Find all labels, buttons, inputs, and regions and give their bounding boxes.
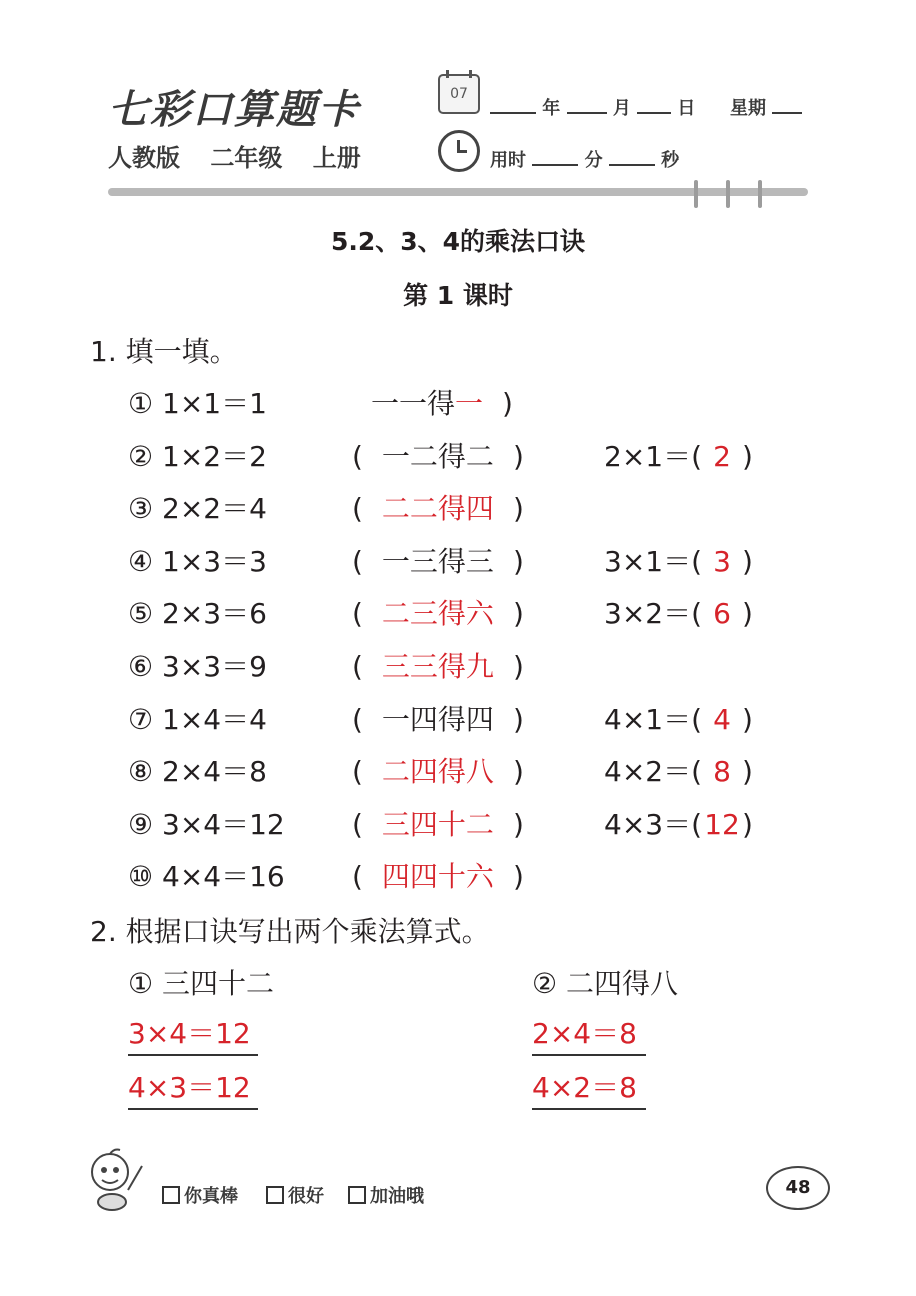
phrase-text <box>363 750 513 790</box>
month-label: 月 <box>612 98 631 119</box>
checkbox[interactable] <box>162 1186 180 1204</box>
question-2-title: 2. 根据口诀写出两个乘法算式。 <box>90 915 490 948</box>
row-equation: ⑥ 3×3＝9 <box>128 650 267 683</box>
commuted-equation-text: 4×3＝( <box>604 807 703 841</box>
close-paren: ) <box>512 755 524 789</box>
row-equation: ⑦ 1×4＝4 <box>128 702 267 736</box>
row-equation: ③ 2×2＝4 <box>128 492 267 526</box>
close-paren: ) <box>742 597 753 631</box>
phrase-text <box>363 855 513 895</box>
commuted-answer[interactable]: 4 <box>713 702 731 736</box>
row-commuted-equation <box>604 698 753 738</box>
phrase-answer[interactable]: 二三得六 <box>381 597 494 631</box>
lesson-title: 第 1 课时 <box>403 281 513 310</box>
close-paren: ) <box>512 597 524 631</box>
day-label: 日 <box>677 98 696 119</box>
commuted-answer[interactable]: 2 <box>713 439 731 473</box>
row-equation: ⑨ 3×4＝12 <box>128 807 285 841</box>
row-commuted-equation <box>604 803 753 843</box>
open-paren: ( <box>352 755 363 789</box>
edition-grade: 二年级 <box>210 144 283 172</box>
open-paren: ( <box>352 439 363 473</box>
row-phrase <box>352 750 524 790</box>
row-equation: ⑧ 2×4＝8 <box>128 755 267 789</box>
row-commuted-equation <box>604 592 753 632</box>
section-title: 5.2、3、4的乘法口诀 <box>330 227 586 256</box>
phrase-given: 一三得三 <box>381 544 494 578</box>
divider-ornament <box>758 180 762 208</box>
q2-right-answer-1: 2×4＝8 <box>532 1012 646 1056</box>
phrase-text <box>363 540 513 580</box>
edition-info <box>108 138 383 173</box>
close-paren: ) <box>512 702 524 736</box>
close-paren: ) <box>742 439 753 473</box>
close-paren: ) <box>502 387 513 420</box>
row-phrase <box>352 435 524 475</box>
commuted-answer[interactable]: 12 <box>704 807 740 841</box>
phrase-text <box>363 592 513 632</box>
phrase-answer[interactable]: 四四十六 <box>381 860 494 894</box>
close-paren: ) <box>512 544 524 578</box>
mascot-icon <box>84 1146 144 1216</box>
edition-volume: 上册 <box>312 144 361 172</box>
commuted-equation-text: 3×2＝( <box>604 597 703 631</box>
commuted-equation-text: 4×2＝( <box>604 755 703 789</box>
minute-label: 分 <box>584 150 603 171</box>
close-paren: ) <box>512 807 524 841</box>
phrase-answer[interactable]: 一 <box>455 387 484 420</box>
row-phrase <box>352 803 524 843</box>
rating-great[interactable]: 你真棒 <box>162 1182 238 1208</box>
row-equation: ⑤ 2×3＝6 <box>128 597 267 631</box>
open-paren: ( <box>352 492 363 526</box>
row-equation: ① 1×1＝1 <box>128 387 267 420</box>
phrase-text <box>363 645 513 685</box>
close-paren: ) <box>742 544 753 578</box>
phrase-answer[interactable]: 二四得八 <box>381 755 494 789</box>
row-phrase <box>352 592 524 632</box>
phrase-text <box>352 382 502 422</box>
date-fields <box>490 94 802 120</box>
phrase-text <box>363 698 513 738</box>
commuted-equation-text: 2×1＝( <box>604 439 703 473</box>
phrase-given: 一四得四 <box>381 702 494 736</box>
second-label: 秒 <box>661 150 680 171</box>
calendar-day: 07 <box>450 86 468 102</box>
open-paren: ( <box>352 860 363 894</box>
row-commuted-equation <box>604 540 753 580</box>
phrase-text <box>363 803 513 843</box>
divider-ornament <box>726 180 730 208</box>
rating-keep-going[interactable]: 加油哦 <box>348 1182 424 1208</box>
open-paren: ( <box>352 597 363 631</box>
row-commuted-equation <box>604 750 753 790</box>
close-paren: ) <box>742 755 753 789</box>
row-equation: ⑩ 4×4＝16 <box>128 860 285 894</box>
checkbox[interactable] <box>348 1186 366 1204</box>
row-phrase <box>352 855 524 895</box>
time-used-label: 用时 <box>490 150 526 171</box>
row-phrase <box>352 382 513 422</box>
question-1-title: 1. 填一填。 <box>90 335 238 368</box>
edition-publisher: 人教版 <box>108 144 180 172</box>
commuted-answer[interactable]: 3 <box>713 544 731 578</box>
phrase-answer[interactable]: 三三得九 <box>381 650 494 683</box>
calendar-icon <box>438 74 480 114</box>
open-paren: ( <box>352 650 363 683</box>
open-paren: ( <box>352 544 363 578</box>
clock-icon <box>438 130 480 172</box>
q2-right-label: ② 二四得八 <box>532 967 679 1000</box>
close-paren: ) <box>512 492 524 526</box>
phrase-answer[interactable]: 二二得四 <box>381 492 494 526</box>
row-equation: ② 1×2＝2 <box>128 439 267 473</box>
close-paren: ) <box>742 807 753 841</box>
row-equation: ④ 1×3＝3 <box>128 544 267 578</box>
checkbox[interactable] <box>266 1186 284 1204</box>
close-paren: ) <box>512 860 524 894</box>
brand-logo: 七彩口算题卡 <box>108 86 360 133</box>
q2-left-answer-2: 4×3＝12 <box>128 1066 258 1110</box>
phrase-given: 一二得二 <box>381 439 494 473</box>
commuted-equation-text: 4×1＝( <box>604 702 703 736</box>
divider-ornament <box>694 180 698 208</box>
q2-right-answer-2: 4×2＝8 <box>532 1066 646 1110</box>
close-paren: ) <box>512 650 524 683</box>
row-phrase <box>352 698 524 738</box>
phrase-given: 一一得 <box>370 387 455 420</box>
row-phrase <box>352 645 524 685</box>
phrase-text <box>363 487 513 527</box>
open-paren: ( <box>352 807 363 841</box>
commuted-equation-text: 3×1＝( <box>604 544 703 578</box>
phrase-text <box>363 435 513 475</box>
page-number: 48 <box>766 1166 830 1210</box>
row-phrase <box>352 540 524 580</box>
close-paren: ) <box>512 439 524 473</box>
commuted-answer[interactable]: 6 <box>713 597 731 631</box>
close-paren: ) <box>742 702 753 736</box>
open-paren: ( <box>352 702 363 736</box>
time-fields <box>490 146 679 172</box>
q2-left-label: ① 三四十二 <box>128 967 275 1000</box>
row-commuted-equation <box>604 435 753 475</box>
commuted-answer[interactable]: 8 <box>713 755 731 789</box>
q2-left-answer-1: 3×4＝12 <box>128 1012 258 1056</box>
rating-good[interactable]: 很好 <box>266 1182 324 1208</box>
phrase-answer[interactable]: 三四十二 <box>381 807 494 841</box>
row-phrase <box>352 487 524 527</box>
weekday-label: 星期 <box>729 98 766 119</box>
header-divider <box>108 188 808 196</box>
year-label: 年 <box>542 98 561 119</box>
